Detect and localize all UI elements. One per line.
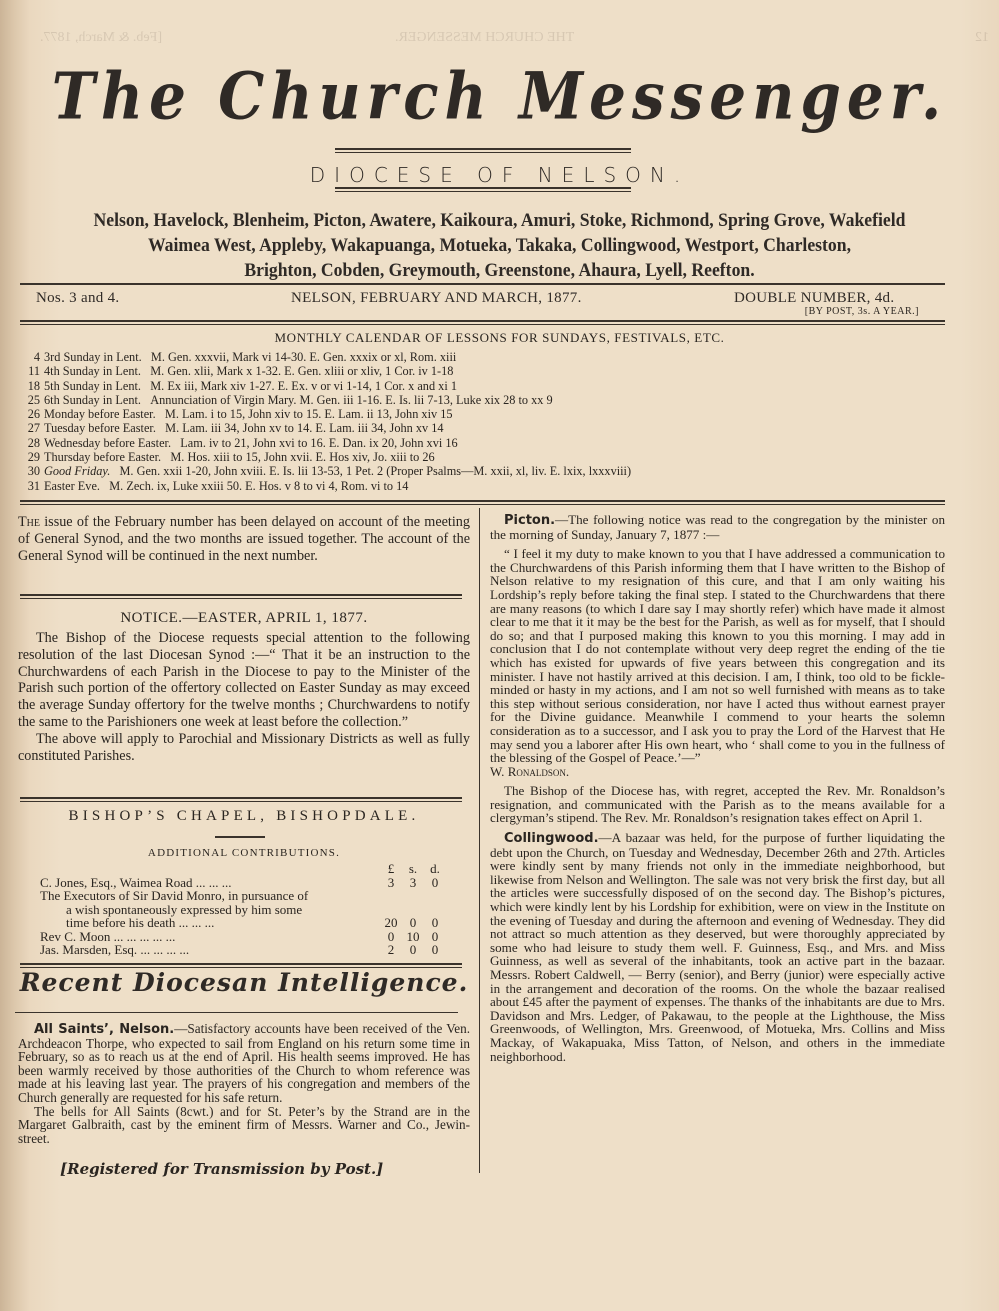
calendar-row bbox=[22, 407, 631, 421]
contributor-name: The Executors of Sir David Monro, in pursuance of bbox=[40, 888, 309, 903]
calendar-title: MONTHLY CALENDAR OF LESSONS FOR SUNDAYS, FESTIVALS, ETC. bbox=[274, 330, 725, 345]
pence: 0 bbox=[431, 874, 439, 890]
signature: W. Ronaldson. bbox=[490, 763, 570, 779]
calendar-lessons: M. Lam. i to 15, John xiv to 15. E. Lam. ii 13, John xiv 15 bbox=[164, 407, 453, 422]
issue-price: DOUBLE NUMBER, 4d. bbox=[734, 290, 895, 306]
quoted-letter: “ I feel it my duty to make known to you that I have addressed a communication to the Churchwardens of this Parish informing them that I have written to the Bishop of Nelson relative to my resignation of this cure, and that I am only waiting his Lordship’s reply before taking the final step. I stated to the Churchwardens that there are many reasons (to which I dare say I may shortly refer) which have made it almost clear to me that it it may be the best for the Parish, as well as for myself, that I should do so; and that I purposed making this known to you this morning. I may add in conclusion that I do not contemplate without very deep regret the ending of the tie which has existed for upwards of five years between this congregation and its minister. I have not hastily arrived at this decision. I am, I think, too old to be fickle-minded or hasty in my actions, and I am not so well furnished with means as to take this step without serious consideration, nor have I acted thus without earnest prayer for the Divine guidance. Meanwhile I commend to your hearts the solemn consideration as to a successor, and I ask you to pray the Lord of the Harvest that He may send you a laborer after His own heart, who ‘ shall come to you in the fullness of the blessing of the Gospel of Peace.’—” bbox=[490, 546, 945, 766]
calendar-lessons: M. Ex iii, Mark xiv 1-27. E. Ex. v or vi 1-14, 1 Cor. x and xi 1 bbox=[150, 378, 457, 393]
calendar-day: 4 bbox=[33, 350, 40, 364]
parish-line: Brighton, Cobden, Greymouth, Greenstone, Ahaura, Lyell, Reefton. bbox=[244, 260, 755, 281]
pence: 0 bbox=[431, 915, 439, 930]
divider bbox=[15, 1012, 458, 1013]
calendar-lessons: M. Zech. ix, Luke xxiii 50. E. Hos. v 8 to vi 4, Rom. vi to 14 bbox=[109, 478, 409, 493]
calendar-day: 28 bbox=[27, 435, 40, 450]
pounds bbox=[381, 889, 401, 903]
pounds-header: £ bbox=[387, 861, 395, 876]
collingwood-article bbox=[490, 831, 945, 1063]
contributor-name: time before his death ... ... ... bbox=[66, 915, 215, 930]
calendar-lessons: M. Gen. xlii, Mark x 1-32. E. Gen. xliii or xliv, 1 Cor. iv 1-18 bbox=[150, 364, 454, 379]
registered-notice: [Registered for Transmission by Post.] bbox=[60, 1160, 384, 1178]
article-lead: Picton. bbox=[504, 513, 556, 528]
article-paragraph: The bells for All Saints (8cwt.) and for St. Peter’s by the Strand are in the Margaret Galbraith, cast by the eminent firm of Messrs. Warner and Co., Jewin-street. bbox=[18, 1103, 470, 1146]
subscription-note: [BY POST, 3s. A YEAR.] bbox=[804, 306, 919, 317]
calendar-lessons: Lam. iv to 21, John xvi to 16. E. Dan. ix 20, John xvi 16 bbox=[180, 435, 458, 450]
contributor-name: a wish spontaneously expressed by him some bbox=[66, 901, 303, 917]
recent-intelligence-heading: Recent Diocesan Intelligence. bbox=[19, 968, 469, 997]
contribution-row bbox=[40, 943, 445, 957]
pounds bbox=[381, 903, 401, 917]
lede-text: issue of the February number has been delayed on account of the meeting of General Synod, and the two months are issued together. The account of the General Synod will be continued in the next number. bbox=[18, 514, 470, 564]
calendar-row bbox=[22, 393, 631, 407]
article-paragraph bbox=[490, 513, 945, 541]
pounds: 2 bbox=[387, 942, 395, 957]
calendar-table bbox=[22, 350, 631, 493]
calendar-day: 31 bbox=[27, 478, 40, 493]
shillings: 0 bbox=[409, 915, 417, 930]
divider bbox=[215, 836, 265, 838]
calendar-day: 26 bbox=[27, 407, 40, 422]
contributor-name: Rev C. Moon ... ... ... ... ... bbox=[40, 928, 176, 944]
bleed-through-center: THE CHURCH MESSENGER. bbox=[395, 30, 575, 45]
bleed-through-page-number: 12 bbox=[975, 30, 989, 45]
calendar-day: 30 bbox=[27, 464, 40, 479]
calendar-occasion: Good Friday. bbox=[44, 464, 111, 479]
lede-first-word: The bbox=[18, 514, 40, 530]
spacer bbox=[40, 862, 381, 876]
bleed-through-left: [Feb. & March, 1877. bbox=[40, 30, 163, 45]
calendar-day: 18 bbox=[27, 378, 40, 393]
divider bbox=[335, 187, 631, 192]
calendar-occasion: Wednesday before Easter. bbox=[44, 435, 172, 450]
article-paragraph bbox=[490, 831, 945, 1063]
pence: 0 bbox=[431, 928, 439, 944]
contribution-row bbox=[40, 903, 445, 917]
divider bbox=[20, 500, 945, 505]
article-paragraph bbox=[18, 1022, 470, 1105]
issue-dateline: NELSON, FEBRUARY AND MARCH, 1877. bbox=[291, 290, 582, 306]
pence bbox=[425, 889, 445, 903]
contribution-row bbox=[40, 916, 445, 930]
calendar-day: 11 bbox=[28, 364, 40, 379]
contributions-table bbox=[40, 862, 445, 957]
contribution-row bbox=[40, 889, 445, 903]
shillings-header: s. bbox=[408, 861, 418, 876]
article-lead: All Saints’, Nelson. bbox=[34, 1022, 175, 1037]
column-divider bbox=[479, 508, 480, 1173]
masthead-title: The Church Messenger. bbox=[51, 57, 948, 135]
shillings: 10 bbox=[406, 928, 420, 944]
calendar-occasion: 3rd Sunday in Lent. bbox=[44, 350, 142, 364]
calendar-day: 29 bbox=[27, 450, 40, 465]
shillings bbox=[403, 889, 423, 903]
divider bbox=[20, 320, 945, 325]
divider bbox=[335, 148, 631, 153]
parish-line: Nelson, Havelock, Blenheim, Picton, Awatere, Kaikoura, Amuri, Stoke, Richmond, Spring Grove, Wakefield bbox=[93, 210, 906, 231]
shillings bbox=[403, 903, 423, 917]
article-text: —The following notice was read to the congregation by the minister on the morning of Sunday, January 7, 1877 :— bbox=[490, 512, 945, 542]
calendar-row bbox=[22, 464, 631, 478]
contributor-name: C. Jones, Esq., Waimea Road ... ... ... bbox=[40, 874, 232, 890]
contribution-row bbox=[40, 876, 445, 890]
notice-paragraph: The above will apply to Parochial and Missionary Districts as well as fully constituted Parishes. bbox=[18, 730, 470, 764]
contribution-row bbox=[40, 930, 445, 944]
calendar-row bbox=[22, 450, 631, 464]
calendar-day: 25 bbox=[27, 392, 40, 407]
shillings: 0 bbox=[409, 942, 417, 957]
divider bbox=[20, 283, 945, 285]
notice-body bbox=[18, 630, 470, 764]
calendar-occasion: 6th Sunday in Lent. bbox=[44, 392, 142, 407]
all-saints-article bbox=[18, 1022, 470, 1145]
calendar-occasion: Monday before Easter. bbox=[44, 407, 156, 422]
calendar-occasion: 5th Sunday in Lent. bbox=[44, 378, 142, 393]
pounds: 3 bbox=[387, 874, 395, 890]
picton-article bbox=[490, 513, 945, 1069]
article-lead: Collingwood. bbox=[504, 831, 599, 847]
calendar-lessons: Annunciation of Virgin Mary. M. Gen. iii 1-16. E. Is. lii 7-13, Luke xix 28 to xx 9 bbox=[150, 392, 553, 407]
calendar-lessons: M. Gen. xxxvii, Mark vi 14-30. E. Gen. xxxix or xl, Rom. xiii bbox=[150, 350, 457, 364]
calendar-row bbox=[22, 421, 631, 435]
article-text: —A bazaar was held, for the purpose of further liquidating the debt upon the Church, on Tuesday and Wednesday, December 26th and 27th. Articles were kindly sent by many friends not only in the immediate neighborhood, but likewise from Nelson and Wellington. The sale was not very brisk the first day, but all the articles were successfully disposed of on the second day. The Bishop’s pictures, which were kindly lent by his Lordship for exhibition, were on view in the Institute on the evening of Tuesday and during the afternoon and evening of Wednesday. They did not attract so much attention as they deserved, but were thoroughly appreciated by some who had leisure to study them well. F. Guinness, Esq., and Mrs. and Miss Guinness, as well as several of the inhabitants, took an active part in the bazaar. Messrs. Robert Caldwell, — Berry (senior), and Berry (junior) were especially active in the arrangement and decoration of the rooms. On the whole the bazaar realised about £45 after the payment of expenses. The thanks of the inhabitants are due to Mrs. Davidson and Mrs. Ledger, of Pakawau, to the people at the Lighthouse, the Miss Greenwoods, of Wellington, Mrs. Greenwood, of Motueka, Mrs. Collins and Miss Mackay, of Wakapuaka, Miss Tatton, of Nelson, and others in the immediate neighborhood. bbox=[490, 830, 945, 1064]
contributor-name: Jas. Marsden, Esq. ... ... ... ... bbox=[40, 942, 190, 957]
pence bbox=[425, 903, 445, 917]
pence: 0 bbox=[431, 942, 439, 957]
calendar-row bbox=[22, 479, 631, 493]
calendar-lessons: M. Hos. xiii to 15, John xvii. E. Hos xiv, Jo. xiii to 26 bbox=[170, 450, 435, 465]
calendar-row bbox=[22, 364, 631, 378]
article-text: —Satisfactory accounts have been received of the Ven. Archdeacon Thorpe, who expected to sail from England on his return some time in February, so as to reach us at the end of April. His health seems improved. He has been warmly received by those authorities of the Church to whom reference was made at his leaving last year. The prayers of his congregation and members of the Church generally are requested for his safe return. bbox=[18, 1021, 471, 1105]
article-paragraph: The Bishop of the Diocese has, with regret, accepted the Rev. Mr. Ronaldson’s resignation, and communicated with the Parish as to the means available for a clergyman’s stipend. The Rev. Mr. Ronaldson’s resignation takes effect on April 1. bbox=[490, 783, 945, 826]
parish-list bbox=[42, 208, 956, 283]
calendar-occasion: Thursday before Easter. bbox=[44, 450, 162, 465]
calendar-occasion: Tuesday before Easter. bbox=[44, 421, 156, 436]
issue-numbers: Nos. 3 and 4. bbox=[36, 290, 120, 306]
calendar-occasion: Easter Eve. bbox=[44, 478, 100, 493]
calendar-lessons: M. Gen. xxii 1-20, John xviii. E. Is. lii 13-53, 1 Pet. 2 (Proper Psalms—M. xxii, xl, liv. E. lxix, lxxxviii) bbox=[119, 464, 632, 479]
pence-header: d. bbox=[430, 861, 440, 876]
pounds: 0 bbox=[387, 928, 395, 944]
parish-line: Waimea West, Appleby, Wakapuanga, Motueka, Takaka, Collingwood, Westport, Charleston, bbox=[147, 235, 852, 256]
divider bbox=[20, 594, 462, 599]
contributions-heading: ADDITIONAL CONTRIBUTIONS. bbox=[147, 847, 341, 859]
chapel-heading: BISHOP’S CHAPEL, BISHOPDALE. bbox=[68, 808, 420, 824]
currency-header-row bbox=[40, 862, 445, 876]
calendar-day: 27 bbox=[27, 421, 40, 436]
shillings: 3 bbox=[409, 874, 417, 890]
pounds: 20 bbox=[384, 915, 398, 930]
lede-paragraph bbox=[18, 514, 470, 565]
notice-paragraph: The Bishop of the Diocese requests special attention to the following resolution of the last Diocesan Synod :—“ That it be an instruction to the Churchwardens of each Parish in the Diocese to pay to the Minister of the Parish such portion of the offertory collected on Easter Sunday as may exceed the average Sunday offertory for the twelve months ; Churchwardens to notify the same to the Parishioners one week at least before the collection.” bbox=[18, 630, 470, 730]
calendar-row bbox=[22, 350, 631, 364]
diocese-subtitle: DIOCESE OF NELSON. bbox=[309, 163, 690, 187]
calendar-occasion: 4th Sunday in Lent. bbox=[44, 364, 142, 379]
calendar-lessons: M. Lam. iii 34, John xv to 14. E. Lam. iii 34, John xv 14 bbox=[165, 421, 444, 436]
calendar-row bbox=[22, 436, 631, 450]
divider bbox=[20, 797, 462, 802]
calendar-row bbox=[22, 379, 631, 393]
notice-heading: NOTICE.—EASTER, APRIL 1, 1877. bbox=[120, 610, 368, 626]
